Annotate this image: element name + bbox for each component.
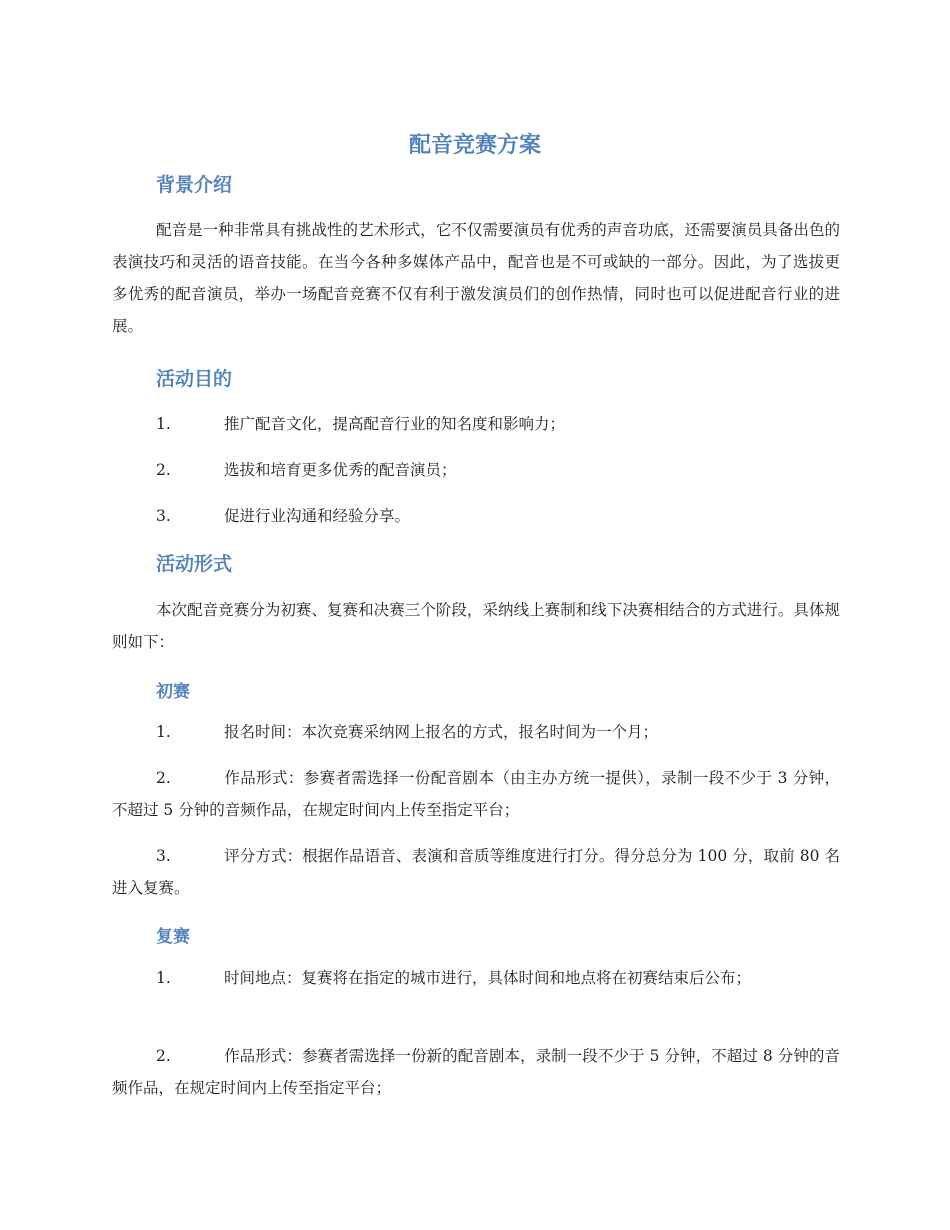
list-item bbox=[112, 408, 840, 440]
list-item-text: 报名时间：本次竞赛采纳网上报名的方式，报名时间为一个月； bbox=[224, 723, 659, 741]
section-heading-background: 背景介绍 bbox=[156, 174, 233, 196]
list-item bbox=[112, 762, 840, 826]
list-item-number: 1. bbox=[156, 969, 171, 987]
list-item-number: 2. bbox=[156, 1047, 171, 1065]
list-item-text: 作品形式：参赛者需选择一份新的配音剧本，录制一段不少于 5 分钟，不超过 8 分钟的音频作品，在规定时间内上传至指定平台； bbox=[112, 1047, 840, 1097]
list-item bbox=[112, 454, 840, 486]
list-item-text: 作品形式：参赛者需选择一份配音剧本（由主办方统一提供），录制一段不少于 3 分钟，不超过 5 分钟的音频作品，在规定时间内上传至指定平台； bbox=[112, 769, 840, 819]
list-item-number: 2. bbox=[156, 769, 171, 787]
list-item-number: 3. bbox=[156, 847, 171, 865]
list-item bbox=[112, 840, 840, 904]
background-paragraph: 配音是一种非常具有挑战性的艺术形式，它不仅需要演员有优秀的声音功底，还需要演员具备出色的表演技巧和灵活的语音技能。在当今各种多媒体产品中，配音也是不可或缺的一部分。因此，为了选拔更多优秀的配音演员，举办一场配音竞赛不仅有利于激发演员们的创作热情，同时也可以促进配音行业的进展。 bbox=[112, 221, 840, 335]
list-item-number: 1. bbox=[156, 415, 171, 433]
format-paragraph: 本次配音竞赛分为初赛、复赛和决赛三个阶段，采纳线上赛制和线下决赛相结合的方式进行。具体规则如下： bbox=[112, 601, 840, 651]
subsection-heading-preliminary: 初赛 bbox=[156, 682, 190, 702]
list-item bbox=[112, 716, 840, 748]
list-item-text: 推广配音文化，提高配音行业的知名度和影响力； bbox=[224, 415, 566, 433]
document-title: 配音竞赛方案 bbox=[408, 133, 541, 158]
list-item-text: 选拔和培育更多优秀的配音演员； bbox=[224, 461, 457, 479]
subsection-heading-semifinal: 复赛 bbox=[156, 927, 190, 947]
list-item bbox=[112, 500, 840, 532]
list-item-number: 2. bbox=[156, 461, 171, 479]
list-item-text: 促进行业沟通和经验分享。 bbox=[224, 507, 411, 525]
section-heading-format: 活动形式 bbox=[156, 553, 233, 575]
list-item-text: 时间地点：复赛将在指定的城市进行，具体时间和地点将在初赛结束后公布； bbox=[224, 969, 752, 987]
list-item bbox=[112, 962, 840, 994]
list-item bbox=[112, 1040, 840, 1104]
section-heading-purpose: 活动目的 bbox=[156, 368, 233, 390]
list-item-text: 评分方式：根据作品语音、表演和音质等维度进行打分。得分总分为 100 分，取前 80 名进入复赛。 bbox=[112, 847, 840, 897]
list-item-number: 3. bbox=[156, 507, 171, 525]
list-item-number: 1. bbox=[156, 723, 171, 741]
